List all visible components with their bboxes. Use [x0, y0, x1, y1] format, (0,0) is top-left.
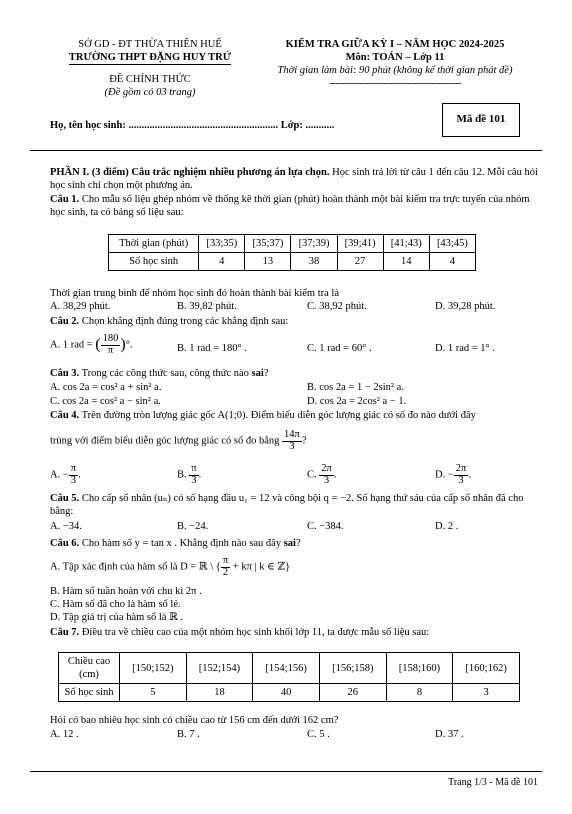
q3-option-b: B. cos 2a = 1 − 2sin² a. — [307, 382, 404, 393]
q2-option-b: B. 1 rad = 180° . — [177, 343, 247, 354]
table-cell: [35;37) — [245, 235, 291, 253]
q1-option-b: B. 39,82 phút. — [177, 301, 237, 312]
q5-text — [50, 492, 542, 518]
q3-text — [50, 367, 268, 380]
table-cell: 40 — [253, 684, 320, 702]
q7-option-c: C. 5 . — [307, 729, 330, 740]
q7-option-d: D. 37 . — [435, 729, 464, 740]
q6-option-b: B. Hàm số tuần hoàn với chu kì 2π . — [50, 586, 202, 597]
q3-option-c: C. cos 2a = cos² a − sin² a. — [50, 396, 161, 407]
q4-text — [50, 409, 542, 422]
q5-body: Cho cấp số nhân (uₙ) có số hạng đầu u₁ = 12 và công bội q = −2. Số hạng thứ sáu của cấp số nhân đã cho bằng: — [50, 493, 524, 518]
q5-option-d: D. 2 . — [435, 521, 459, 532]
table-cell: 27 — [337, 253, 383, 271]
table-cell: [33;35) — [199, 235, 245, 253]
q2-text — [50, 315, 288, 328]
official-label: ĐỀ CHÍNH THỨC — [109, 74, 191, 86]
time-note: Thời gian làm bài: 90 phút (không kể thời gian phát đề) — [277, 65, 513, 77]
q7-option-a: A. 12 . — [50, 729, 79, 740]
student-info — [50, 119, 334, 132]
q4-option-b: B. $\frac{\pi}{3}$ . — [177, 463, 202, 486]
q4-option-a: A. − $\frac{\pi}{3}$ . — [50, 463, 81, 486]
table-cell: 3 — [453, 684, 520, 702]
table-header-cell: Số học sinh — [59, 684, 120, 702]
q4-body-2: trùng với điểm biểu diễn góc lượng giác có số đo bằng — [50, 435, 282, 447]
table-cell: [160;162) — [453, 653, 520, 684]
q5-option-b: B. −24. — [177, 521, 209, 532]
q2-a-suffix: °. — [125, 339, 133, 351]
part1-heading — [50, 166, 542, 192]
q2-option-c: C. 1 rad = 60° . — [307, 343, 372, 354]
student-label: Họ, tên học sinh: ......................................................... Lớp: ........... — [50, 120, 335, 131]
q3-body: Trong các công thức sau, công thức nào — [79, 368, 252, 379]
table-cell: [150;152) — [120, 653, 187, 684]
table-cell: 26 — [319, 684, 386, 702]
q6-option-c: C. Hàm số đã cho là hàm số lẻ. — [50, 599, 181, 610]
subject: Môn: TOÁN – Lớp 11 — [345, 52, 445, 64]
q6-body: Cho hàm số y = tan x . Khẳng định nào sau đây — [79, 538, 284, 549]
table-cell: [156;158) — [319, 653, 386, 684]
q4-label: Câu 4. — [50, 410, 80, 421]
q6-option-d: D. Tập giá trị của hàm số là ℝ . — [50, 612, 184, 623]
q2-body: Chọn khẳng định đúng trong các khẳng định sau: — [79, 316, 289, 327]
table-row — [59, 684, 520, 702]
q2-label: Câu 2. — [50, 316, 80, 327]
dashes: -------------------------------------------- — [329, 78, 461, 90]
page-footer: Trang 1/3 - Mã đề 101 — [448, 777, 538, 788]
q6-emphasis: sai — [283, 538, 296, 549]
q4-fraction: $\frac{14\pi}{3}$ — [284, 429, 300, 452]
table-row — [59, 653, 520, 684]
table-cell: [154;156) — [253, 653, 320, 684]
q1-label: Câu 1. — [50, 194, 80, 205]
table-cell: 4 — [199, 253, 245, 271]
q7-label: Câu 7. — [50, 627, 80, 638]
table-cell: 14 — [383, 253, 429, 271]
q3-option-d: D. cos 2a = 2cos² a − 1. — [307, 396, 407, 407]
q7-text — [50, 626, 429, 639]
q2-a-fraction: $\frac{180}{\pi}$ — [102, 333, 119, 356]
q2-option-d: D. 1 rad = 1° . — [435, 343, 495, 354]
dept-name: SỞ GD - ĐT THỪA THIÊN HUẾ — [78, 39, 222, 50]
footer-rule — [30, 771, 542, 772]
q1-table — [108, 234, 476, 271]
table-cell: [39;41) — [337, 235, 383, 253]
q6-option-a: A. Tập xác định của hàm số là D = ℝ \ { $\frac{\pi}{2}$ + kπ | k ∈ ℤ} — [50, 555, 291, 578]
q6-label: Câu 6. — [50, 538, 80, 549]
q6-end: ? — [295, 538, 301, 549]
q2-a-prefix: A. 1 rad = — [50, 339, 96, 351]
q1-text — [50, 193, 542, 219]
q4-text-line2 — [50, 430, 306, 452]
q1-option-d: D. 39,28 phút. — [435, 301, 496, 312]
exam-title: KIỂM TRA GIỮA KỲ I – NĂM HỌC 2024-2025 — [285, 39, 505, 50]
q3-option-a: A. cos 2a = cos² a + sin² a. — [50, 382, 162, 393]
table-cell: [41;43) — [383, 235, 429, 253]
q7-option-b: B. 7 . — [177, 729, 200, 740]
exam-code-box: Mã đề 101 — [442, 103, 520, 137]
header-rule — [30, 150, 542, 151]
table-cell: [43;45) — [429, 235, 475, 253]
header-right — [250, 38, 540, 91]
q7-table — [58, 652, 520, 702]
part1-desc: Học sinh trả lời từ câu 1 đến câu 12. Mỗi câu hỏi học sinh chỉ chọn một phương án. — [50, 167, 538, 192]
table-header-cell: Thời gian (phút) — [109, 235, 199, 253]
table-cell: 4 — [429, 253, 475, 271]
q5-option-a: A. −34. — [50, 521, 82, 532]
table-row — [109, 253, 476, 271]
table-cell: 13 — [245, 253, 291, 271]
q3-emphasis: sai — [251, 368, 264, 379]
q1-body: Cho mẫu số liệu ghép nhóm về thống kê thời gian (phút) hoàn thành một bài kiểm tra trực tuyến của nhóm học sinh, ta có bảng số liệu sau: — [50, 194, 530, 219]
table-header-cell: Số học sinh — [109, 253, 199, 271]
q2-option-a: A. 1 rad = ( $\frac{180}{\pi}$ )°. — [50, 333, 133, 356]
table-cell: [37;39) — [291, 235, 337, 253]
q1-option-c: C. 38,92 phút. — [307, 301, 367, 312]
table-cell: 8 — [386, 684, 453, 702]
q4-end: ? — [301, 435, 307, 447]
table-cell: 38 — [291, 253, 337, 271]
q7-body: Điều tra về chiều cao của một nhóm học sinh khối lớp 11, ta được mẫu số liệu sau: — [79, 627, 430, 638]
q3-end: ? — [263, 368, 269, 379]
part1-title: PHẦN I. (3 điểm) Câu trắc nghiệm nhiều phương án lựa chọn. — [50, 167, 330, 178]
q5-option-c: C. −384. — [307, 521, 344, 532]
header-left — [30, 38, 270, 100]
table-cell: [158;160) — [386, 653, 453, 684]
pages-note: (Đề gồm có 03 trang) — [104, 87, 196, 99]
table-cell: 5 — [120, 684, 187, 702]
q6-text — [50, 537, 301, 550]
q1-question: Thời gian trung bình để nhóm học sinh đó hoàn thành bài kiểm tra là — [50, 288, 339, 299]
q1-option-a: A. 38,29 phút. — [50, 301, 111, 312]
school-name: TRƯỜNG THPT ĐẶNG HUY TRỨ — [30, 51, 270, 65]
table-header-cell: Chiều cao (cm) — [59, 653, 120, 684]
q3-label: Câu 3. — [50, 368, 80, 379]
table-cell: [152;154) — [186, 653, 253, 684]
q4-body: Trên đường tròn lượng giác gốc A(1;0). Điểm biểu diễn góc lượng giác có số đo nào dưới đây — [79, 410, 476, 421]
q5-label: Câu 5. — [50, 493, 80, 504]
q4-option-d: D. − $\frac{2\pi}{3}$ . — [435, 463, 471, 486]
table-row — [109, 235, 476, 253]
table-cell: 18 — [186, 684, 253, 702]
q4-option-c: C. $\frac{2\pi}{3}$ . — [307, 463, 337, 486]
q7-question: Hỏi có bao nhiêu học sinh có chiều cao từ 156 cm đến dưới 162 cm? — [50, 715, 339, 726]
